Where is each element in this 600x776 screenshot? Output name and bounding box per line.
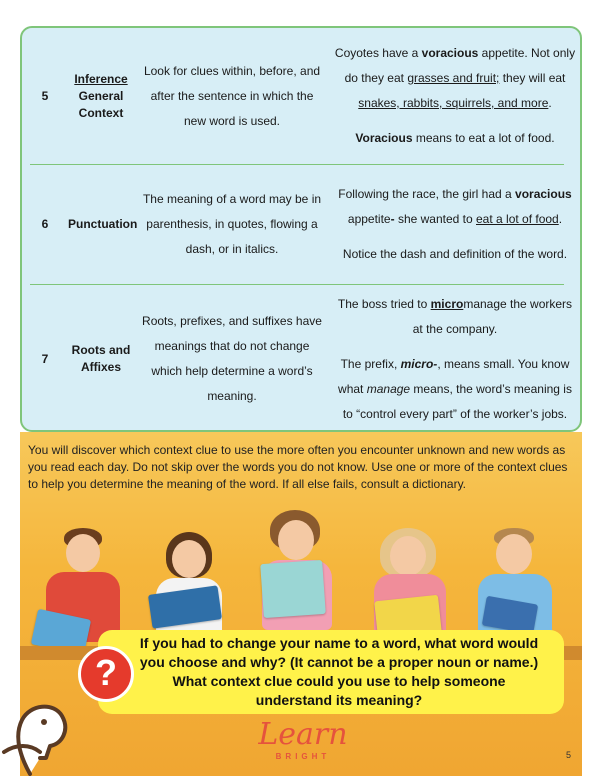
- example-explanation: The prefix, micro-, means small. You know what manage means, the word’s meaning is to “control every part” of the worker’s jobs.: [338, 356, 572, 421]
- logo-sub: BRIGHT: [275, 752, 331, 761]
- clue-name-line: General: [78, 88, 124, 103]
- row-number: 6: [41, 217, 49, 231]
- example-explanation: Notice the dash and definition of the word.: [342, 246, 568, 261]
- row-number: 7: [41, 352, 49, 366]
- example-sentence: The boss tried to micromanage the workers at the company.: [337, 296, 573, 336]
- example-sentence: Coyotes have a voracious appetite. Not only do they eat grasses and fruit; they will eat snakes, rabbits, squirrels, and more.: [334, 46, 576, 110]
- clue-example: [330, 41, 580, 151]
- clue-description: The meaning of a word may be in parenthesis, in quotes, flowing a dash, or in italics.: [142, 191, 322, 256]
- logo-word: Learn: [258, 717, 348, 752]
- clue-description: Look for clues within, before, and after the sentence in which the new word is used.: [143, 63, 321, 128]
- example-sentence: Following the race, the girl had a voracious appetite- she wanted to eat a lot of food.: [338, 186, 572, 226]
- question-mark-icon: ?: [78, 646, 134, 702]
- clue-name: Punctuation: [68, 216, 138, 231]
- clue-example: [330, 182, 580, 267]
- clue-name-underlined: Inference: [74, 71, 128, 86]
- table-row: [22, 28, 580, 164]
- table-row: [22, 284, 580, 432]
- clue-description: Roots, prefixes, and suffixes have meanings that do not change which help determine a word’s meaning.: [142, 314, 322, 403]
- learn-bright-logo: [248, 718, 358, 772]
- page-number: 5: [566, 750, 572, 760]
- clue-example: [330, 292, 580, 427]
- clue-name: Roots and Affixes: [71, 343, 131, 374]
- clue-name-line: Context: [78, 105, 124, 120]
- discussion-question: If you had to change your name to a word, what word would you choose and why? (It cannot be a proper noun or name.) What context clue could you use to help someone understand its meaning?: [98, 630, 564, 714]
- context-clue-table: [20, 26, 582, 432]
- example-explanation: Voracious means to eat a lot of food.: [355, 131, 555, 145]
- thinking-person-icon: [0, 686, 96, 776]
- row-number: 5: [41, 89, 49, 103]
- table-row: [22, 164, 580, 284]
- intro-paragraph: You will discover which context clue to use the more often you encounter unknown and new words as you read each day. Do not skip over the words you do not know. Use one or more of the context clues to help you determine the meaning of the word. If all else fails, consult a dictionary.: [28, 443, 568, 491]
- clue-name: [68, 71, 134, 122]
